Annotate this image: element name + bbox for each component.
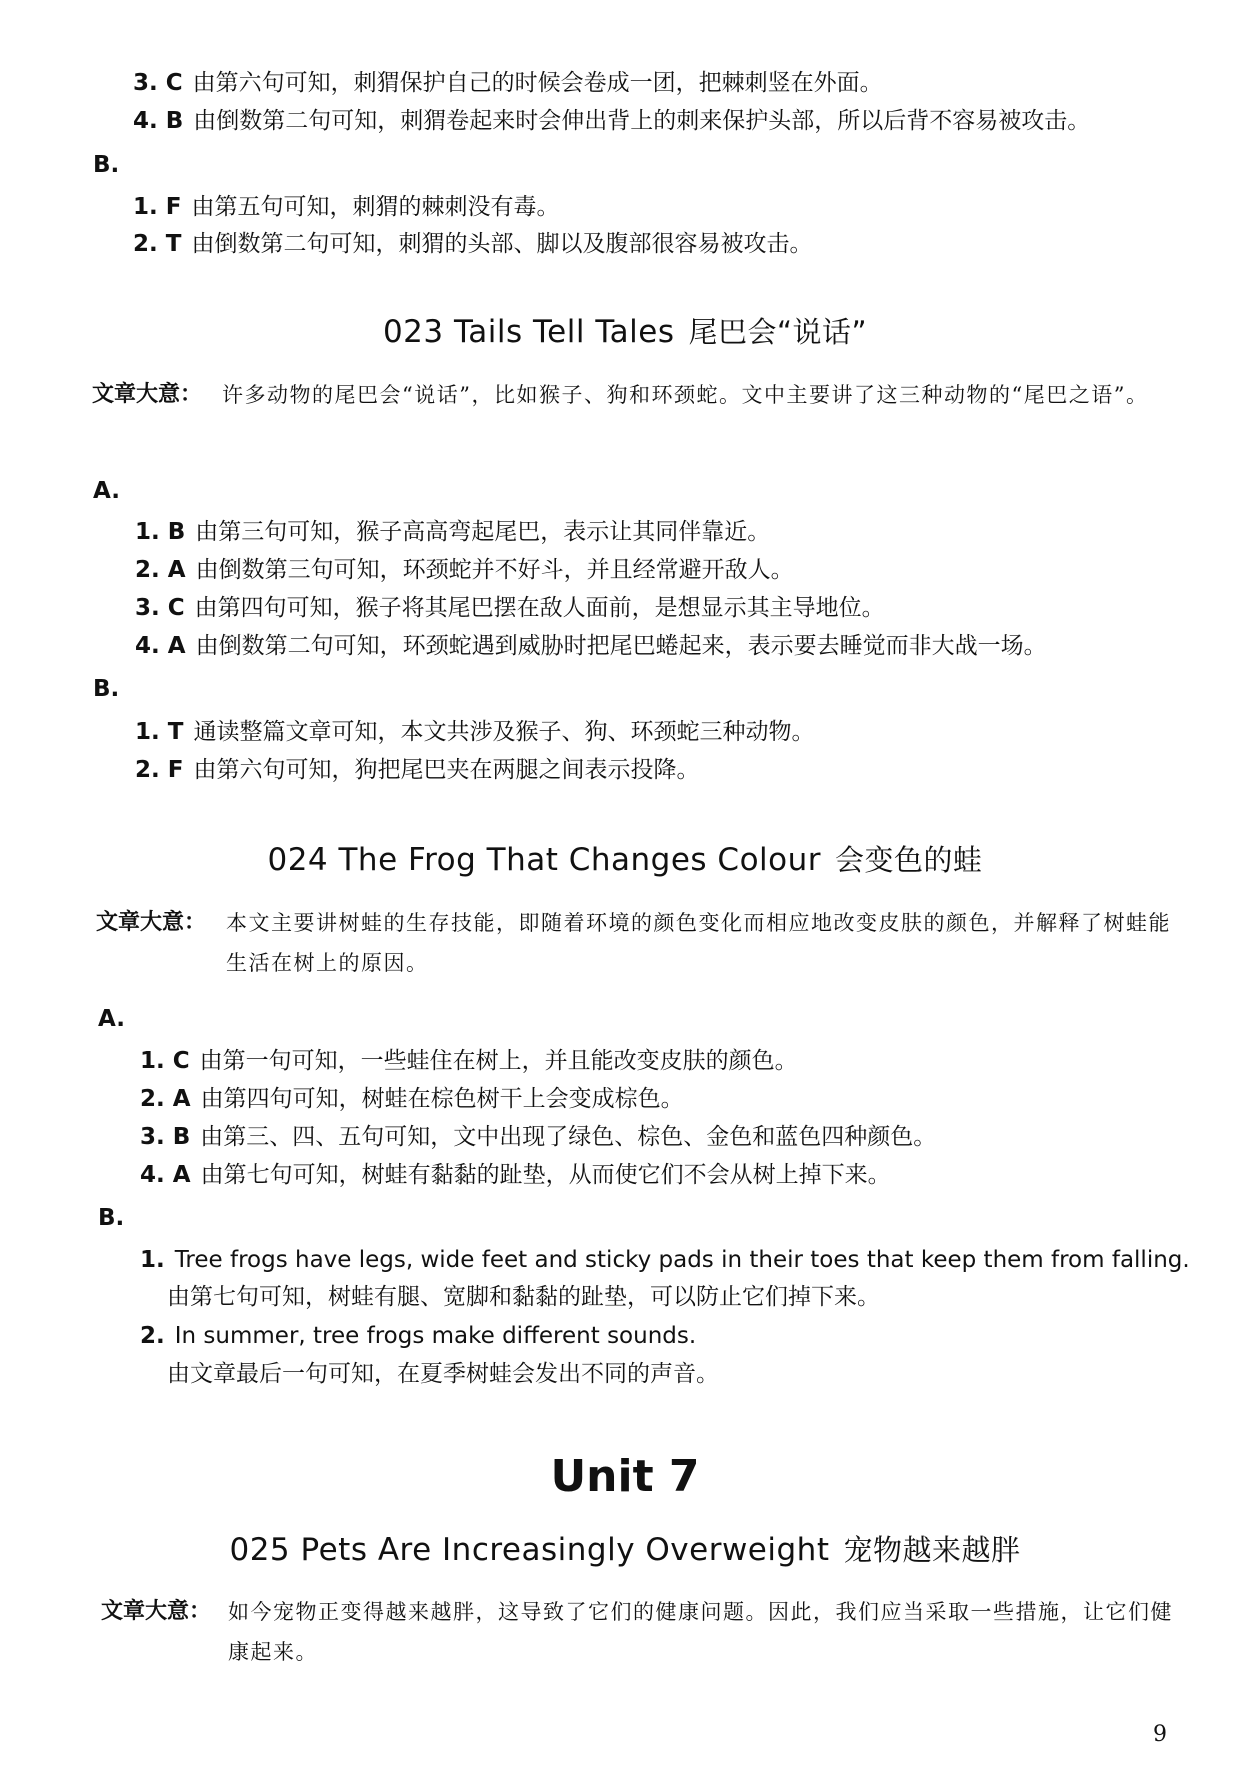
answer-item: 4. A 由第七句可知，树蛙有黏黏的趾垫，从而使它们不会从树上掉下来。	[140, 1162, 891, 1188]
section-label-b: B.	[98, 1205, 125, 1231]
answer-explanation: 由文章最后一句可知，在夏季树蛙会发出不同的声音。	[167, 1361, 719, 1387]
answer-item: 1. T 通读整篇文章可知，本文共涉及猴子、狗、环颈蛇三种动物。	[135, 719, 815, 745]
summary-text: 本文主要讲树蛙的生存技能，即随着环境的颜色变化而相应地改变皮肤的颜色，并解释了树蛙能生活在树上的原因。	[226, 911, 1171, 975]
answer-item: 2. In summer, tree frogs make different sounds.	[140, 1323, 697, 1349]
summary-text: 许多动物的尾巴会“说话”，比如猴子、狗和环颈蛇。文中主要讲了这三种动物的“尾巴之语”。	[222, 383, 1149, 407]
answer-item: 2. A 由第四句可知，树蛙在棕色树干上会变成棕色。	[140, 1086, 684, 1112]
answer-item: 4. A 由倒数第二句可知，环颈蛇遇到威胁时把尾巴蜷起来，表示要去睡觉而非大战一场。	[135, 633, 1047, 659]
section-title-023: 023 Tails Tell Tales 尾巴会“说话”	[382, 314, 868, 350]
summary-label: 文章大意：	[96, 910, 207, 935]
answer-item: 4. B 由倒数第二句可知，刺猬卷起来时会伸出背上的刺来保护头部，所以后背不容易被攻击。	[133, 108, 1091, 134]
answer-item: 3. C 由第四句可知，猴子将其尾巴摆在敌人面前，是想显示其主导地位。	[135, 595, 885, 621]
section-label-b: B.	[93, 676, 120, 702]
answer-item: 3. C 由第六句可知，刺猬保护自己的时候会卷成一团，把棘刺竖在外面。	[133, 70, 883, 96]
answer-item: 2. F 由第六句可知，狗把尾巴夹在两腿之间表示投降。	[135, 757, 700, 783]
summary-label: 文章大意：	[92, 382, 203, 407]
answer-item: 1. B 由第三句可知，猴子高高弯起尾巴，表示让其同伴靠近。	[135, 519, 771, 545]
section-label-a: A.	[93, 478, 120, 504]
summary-label: 文章大意：	[101, 1599, 212, 1624]
answer-item: 3. B 由第三、四、五句可知，文中出现了绿色、棕色、金色和蓝色四种颜色。	[140, 1124, 937, 1150]
answer-item: 1. Tree frogs have legs, wide feet and sticky pads in their toes that keep them from falling.	[140, 1247, 1190, 1273]
section-label-a: A.	[98, 1006, 125, 1032]
summary-text: 如今宠物正变得越来越胖，这导致了它们的健康问题。因此，我们应当采取一些措施，让它们健康起来。	[228, 1600, 1173, 1664]
answer-explanation: 由第七句可知，树蛙有腿、宽脚和黏黏的趾垫，可以防止它们掉下来。	[167, 1284, 880, 1310]
section-title-025: 025 Pets Are Increasingly Overweight 宠物越来越胖	[229, 1532, 1021, 1568]
section-title-024: 024 The Frog That Changes Colour 会变色的蛙	[267, 842, 983, 878]
answer-item: 1. F 由第五句可知，刺猬的棘刺没有毒。	[133, 194, 560, 220]
page-number: 9	[1153, 1722, 1167, 1747]
section-label-b: B.	[93, 152, 120, 178]
answer-item: 2. T 由倒数第二句可知，刺猬的头部、脚以及腹部很容易被攻击。	[133, 231, 813, 257]
answer-item: 1. C 由第一句可知，一些蛙住在树上，并且能改变皮肤的颜色。	[140, 1048, 798, 1074]
unit-heading: Unit 7	[550, 1451, 700, 1502]
answer-item: 2. A 由倒数第三句可知，环颈蛇并不好斗，并且经常避开敌人。	[135, 557, 794, 583]
